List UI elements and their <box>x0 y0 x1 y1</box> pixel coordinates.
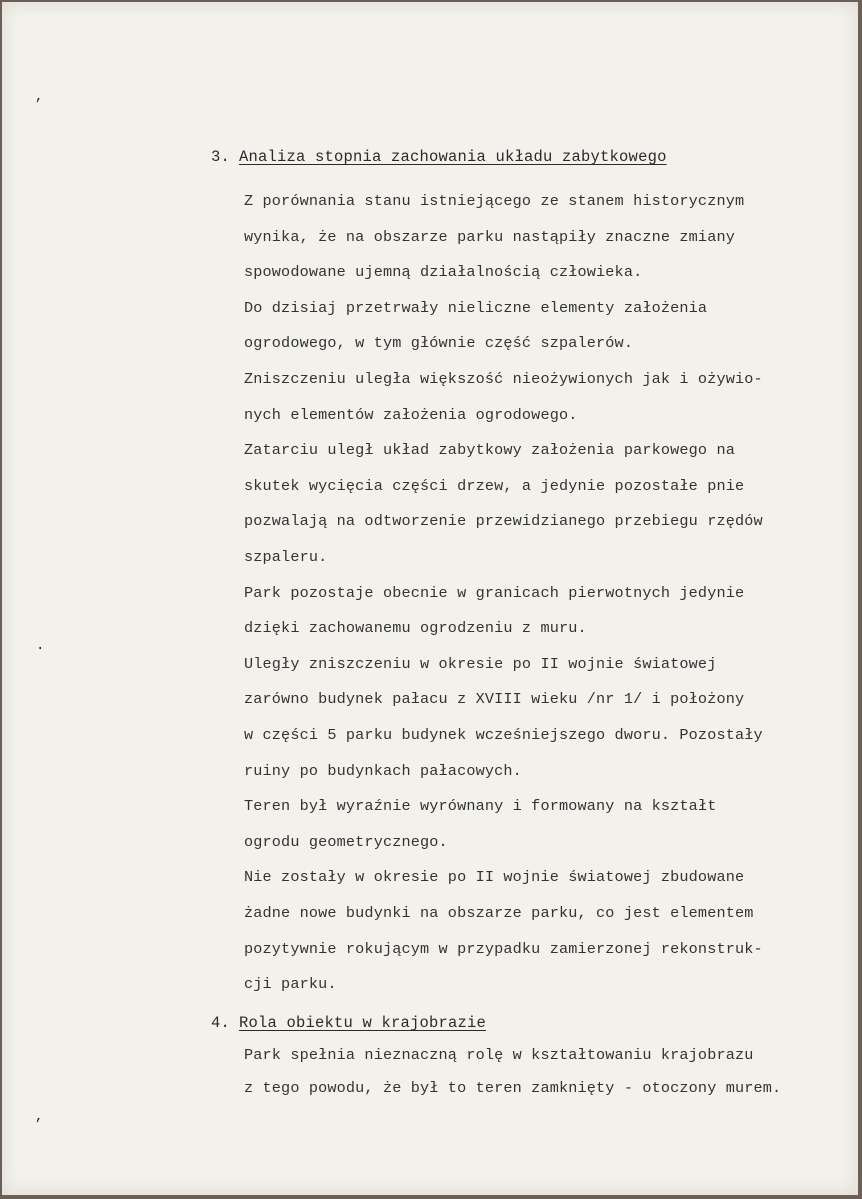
section-3-number: 3. <box>211 148 231 166</box>
text-line: nych elementów założenia ogrodowego. <box>244 405 578 424</box>
text-line: Zatarciu uległ układ zabytkowy założenia parkowego na <box>244 441 735 460</box>
text-line: dzięki zachowanemu ogrodzeniu z muru. <box>244 619 587 638</box>
text-line: Uległy zniszczeniu w okresie po II wojnie światowej <box>244 654 717 673</box>
text-line: cji parku. <box>244 975 337 994</box>
text-line: ogrodowego, w tym głównie część szpalerów. <box>244 334 634 353</box>
text-line: Nie zostały w okresie po II wojnie światowej zbudowane <box>244 868 745 887</box>
text-line: Zniszczeniu uległa większość nieożywionych jak i ożywio- <box>244 370 763 388</box>
text-line: w części 5 parku budynek wcześniejszego dworu. Pozostały <box>244 726 763 744</box>
text-line: szpaleru. <box>244 548 328 566</box>
text-line: skutek wycięcia części drzew, a jedynie pozostałe pnie <box>244 476 745 495</box>
margin-mark: ’ <box>34 1117 43 1133</box>
text-line: spowodowane ujemną działalnością człowieka. <box>244 263 643 282</box>
text-line: pozwalają na odtworzenie przewidzianego przebiegu rzędów <box>244 512 763 531</box>
section-4-heading <box>211 1014 486 1032</box>
document-page <box>2 2 858 1195</box>
text-line: Z porównania stanu istniejącego ze stanem historycznym <box>244 192 745 210</box>
text-line: wynika, że na obszarze parku nastąpiły znaczne zmiany <box>244 227 735 246</box>
text-line: Teren był wyraźnie wyrównany i formowany na kształt <box>244 797 717 816</box>
text-line: ruiny po budynkach pałacowych. <box>244 761 522 780</box>
section-3-heading <box>211 148 667 166</box>
text-line: Park pozostaje obecnie w granicach pierwotnych jedynie <box>244 583 745 602</box>
text-line: Park spełnia nieznaczną rolę w kształtowaniu krajobrazu <box>244 1046 754 1064</box>
text-line: zarówno budynek pałacu z XVIII wieku /nr 1/ i położony <box>244 690 745 709</box>
section-4-title: Rola obiektu w krajobrazie <box>239 1014 487 1032</box>
text-line: żadne nowe budynki na obszarze parku, co jest elementem <box>244 904 754 922</box>
text-line: Do dzisiaj przetrwały nieliczne elementy założenia <box>244 298 708 317</box>
section-4-number: 4. <box>211 1014 231 1032</box>
section-3-title: Analiza stopnia zachowania układu zabytkowego <box>239 148 667 166</box>
text-line: pozytywnie rokującym w przypadku zamierzonej rekonstruk- <box>244 939 763 958</box>
text-line: ogrodu geometrycznego. <box>244 832 448 851</box>
text-line: z tego powodu, że był to teren zamknięty - otoczony murem. <box>244 1079 782 1097</box>
margin-mark: · <box>36 641 45 657</box>
margin-mark: ’ <box>34 97 43 113</box>
